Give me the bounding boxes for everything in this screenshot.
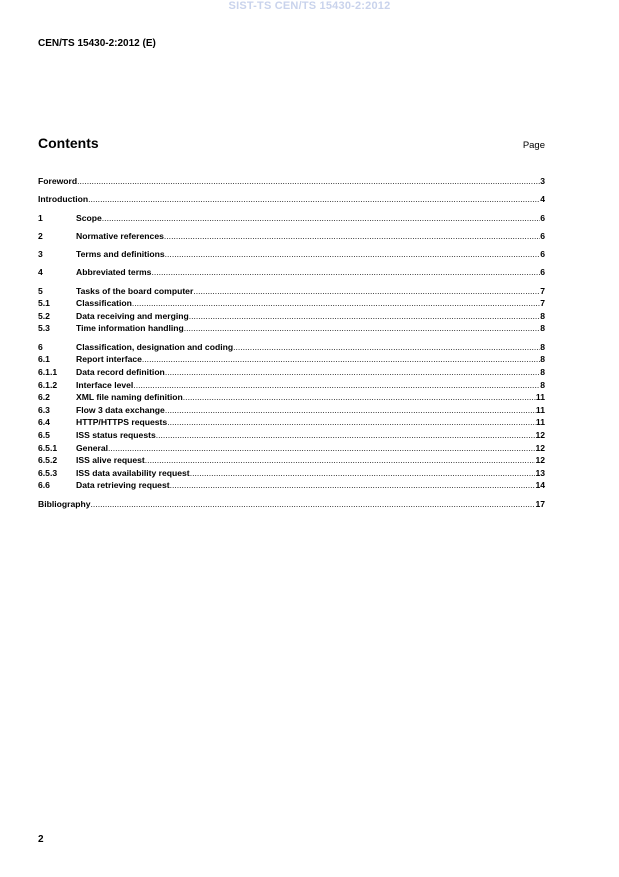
toc-entry-page: 13 (535, 467, 545, 478)
toc-dot-leader (167, 416, 536, 429)
toc-entry-page: 12 (535, 455, 545, 466)
toc-entry-title: Data retrieving request (76, 480, 170, 491)
toc-entry-number: 6.4 (38, 417, 50, 428)
page-number: 2 (38, 834, 44, 845)
toc-entry-title: Introduction (38, 194, 89, 205)
toc-entry-number: 5.1 (38, 298, 50, 309)
toc-entry[interactable] (38, 379, 545, 392)
toc-entry-page: 8 (540, 366, 545, 377)
toc-entry[interactable] (38, 404, 545, 417)
toc-entry-title: XML file naming definition (76, 392, 183, 403)
toc-dot-leader (193, 285, 540, 298)
toc-entry-page: 11 (535, 392, 545, 403)
toc-entry[interactable] (38, 479, 545, 492)
document-id: CEN/TS 15430-2:2012 (E) (38, 38, 156, 49)
toc-dot-leader (170, 479, 536, 492)
toc-entry-title: Tasks of the board computer (76, 285, 194, 296)
toc-entry-page: 6 (540, 212, 545, 223)
toc-entry-page: 7 (540, 298, 545, 309)
toc-dot-leader (183, 391, 536, 404)
toc-entry-page: 8 (540, 341, 545, 352)
toc-entry-number: 6.1 (38, 354, 50, 365)
toc-entry-number: 6.5.1 (38, 442, 58, 453)
toc-entry-page: 7 (540, 285, 545, 296)
toc-entry-page: 11 (535, 417, 545, 428)
toc-entry[interactable] (38, 175, 545, 188)
toc-dot-leader (165, 248, 541, 261)
toc-entry-number: 5.2 (38, 310, 50, 321)
toc-entry-page: 17 (535, 498, 545, 509)
toc-dot-leader (102, 212, 540, 225)
toc-dot-leader (164, 230, 540, 243)
toc-entry-number: 6.2 (38, 392, 50, 403)
toc-entry[interactable] (38, 366, 545, 379)
toc-entry[interactable] (38, 230, 545, 243)
toc-entry-title: Flow 3 data exchange (76, 404, 165, 415)
toc-entry-title: ISS data availability request (76, 467, 190, 478)
toc-entry-title: Data receiving and merging (76, 310, 189, 321)
toc-entry-page: 3 (540, 176, 545, 186)
toc-entry-number: 6.5.3 (38, 467, 58, 478)
toc-dot-leader (189, 310, 541, 323)
toc-entry-number: 6.1.2 (38, 379, 58, 390)
toc-dot-leader (91, 498, 536, 511)
toc-entry[interactable] (38, 498, 545, 511)
toc-entry[interactable] (38, 454, 545, 467)
toc-entry-page: 8 (540, 354, 545, 365)
toc-entry-title: Terms and definitions (76, 249, 165, 260)
table-of-contents (38, 175, 545, 510)
toc-dot-leader (88, 193, 540, 206)
toc-dot-leader (184, 322, 540, 335)
toc-entry-title: ISS alive request (76, 455, 145, 466)
toc-entry-page: 8 (540, 379, 545, 390)
toc-dot-leader (132, 297, 540, 310)
toc-entry[interactable] (38, 310, 545, 323)
toc-entry-number: 1 (38, 212, 43, 223)
toc-dot-leader (145, 454, 536, 467)
toc-entry[interactable] (38, 467, 545, 480)
toc-dot-leader (165, 404, 536, 417)
toc-entry[interactable] (38, 212, 545, 225)
toc-entry-title: Foreword (38, 176, 78, 186)
toc-dot-leader (151, 266, 540, 279)
toc-dot-leader (190, 467, 536, 480)
toc-entry-number: 6.1.1 (38, 366, 58, 377)
toc-dot-leader (233, 341, 540, 354)
toc-entry-title: ISS status requests (76, 429, 156, 440)
toc-entry[interactable] (38, 341, 545, 354)
toc-entry[interactable] (38, 248, 545, 261)
toc-entry-number: 4 (38, 267, 43, 278)
toc-entry-number: 6.6 (38, 480, 50, 491)
toc-entry-title: Time information handling (76, 323, 184, 334)
toc-entry-page: 4 (540, 194, 545, 205)
toc-entry[interactable] (38, 266, 545, 279)
toc-entry[interactable] (38, 285, 545, 298)
toc-entry[interactable] (38, 391, 545, 404)
toc-entry-number: 6.5.2 (38, 455, 58, 466)
watermark: SIST-TS CEN/TS 15430-2:2012 (228, 0, 391, 12)
toc-dot-leader (133, 379, 540, 392)
toc-entry-page: 6 (540, 249, 545, 260)
toc-entry-page: 6 (540, 267, 545, 278)
toc-dot-leader (156, 429, 536, 442)
toc-entry[interactable] (38, 353, 545, 366)
toc-entry-number: 6.5 (38, 429, 50, 440)
toc-entry-number: 6 (38, 341, 43, 352)
toc-entry-title: Normative references (76, 230, 164, 241)
toc-entry-title: Bibliography (38, 498, 91, 509)
toc-entry-title: Interface level (76, 379, 134, 390)
contents-title: Contents (38, 135, 99, 151)
toc-dot-leader (77, 175, 540, 188)
toc-entry-title: Classification (76, 298, 132, 309)
toc-entry-number: 2 (38, 230, 43, 241)
toc-dot-leader (165, 366, 540, 379)
toc-entry-number: 3 (38, 249, 43, 260)
toc-entry[interactable] (38, 429, 545, 442)
toc-entry-page: 8 (540, 323, 545, 334)
toc-entry-number: 5 (38, 285, 43, 296)
toc-entry-title: General (76, 442, 109, 453)
toc-entry-title: Abbreviated terms (76, 267, 152, 278)
toc-entry-title: Report interface (76, 354, 142, 365)
toc-dot-leader (142, 353, 540, 366)
toc-entry-title: HTTP/HTTPS requests (76, 417, 168, 428)
toc-entry-page: 8 (540, 310, 545, 321)
toc-entry-number: 6.3 (38, 404, 50, 415)
toc-entry-page: 11 (535, 404, 545, 415)
toc-dot-leader (108, 442, 535, 455)
toc-entry[interactable] (38, 297, 545, 310)
toc-entry-title: Scope (76, 212, 102, 223)
toc-entry-page: 14 (535, 480, 545, 491)
toc-entry-title: Classification, designation and coding (76, 341, 234, 352)
toc-entry[interactable] (38, 442, 545, 455)
toc-entry[interactable] (38, 193, 545, 206)
toc-entry-page: 12 (535, 429, 545, 440)
page-column-label: Page (522, 140, 545, 151)
toc-entry-title: Data record definition (76, 366, 165, 377)
toc-entry-page: 6 (540, 230, 545, 241)
toc-entry-number: 5.3 (38, 323, 50, 334)
toc-entry-page: 12 (535, 442, 545, 453)
toc-entry[interactable] (38, 416, 545, 429)
toc-entry[interactable] (38, 322, 545, 335)
